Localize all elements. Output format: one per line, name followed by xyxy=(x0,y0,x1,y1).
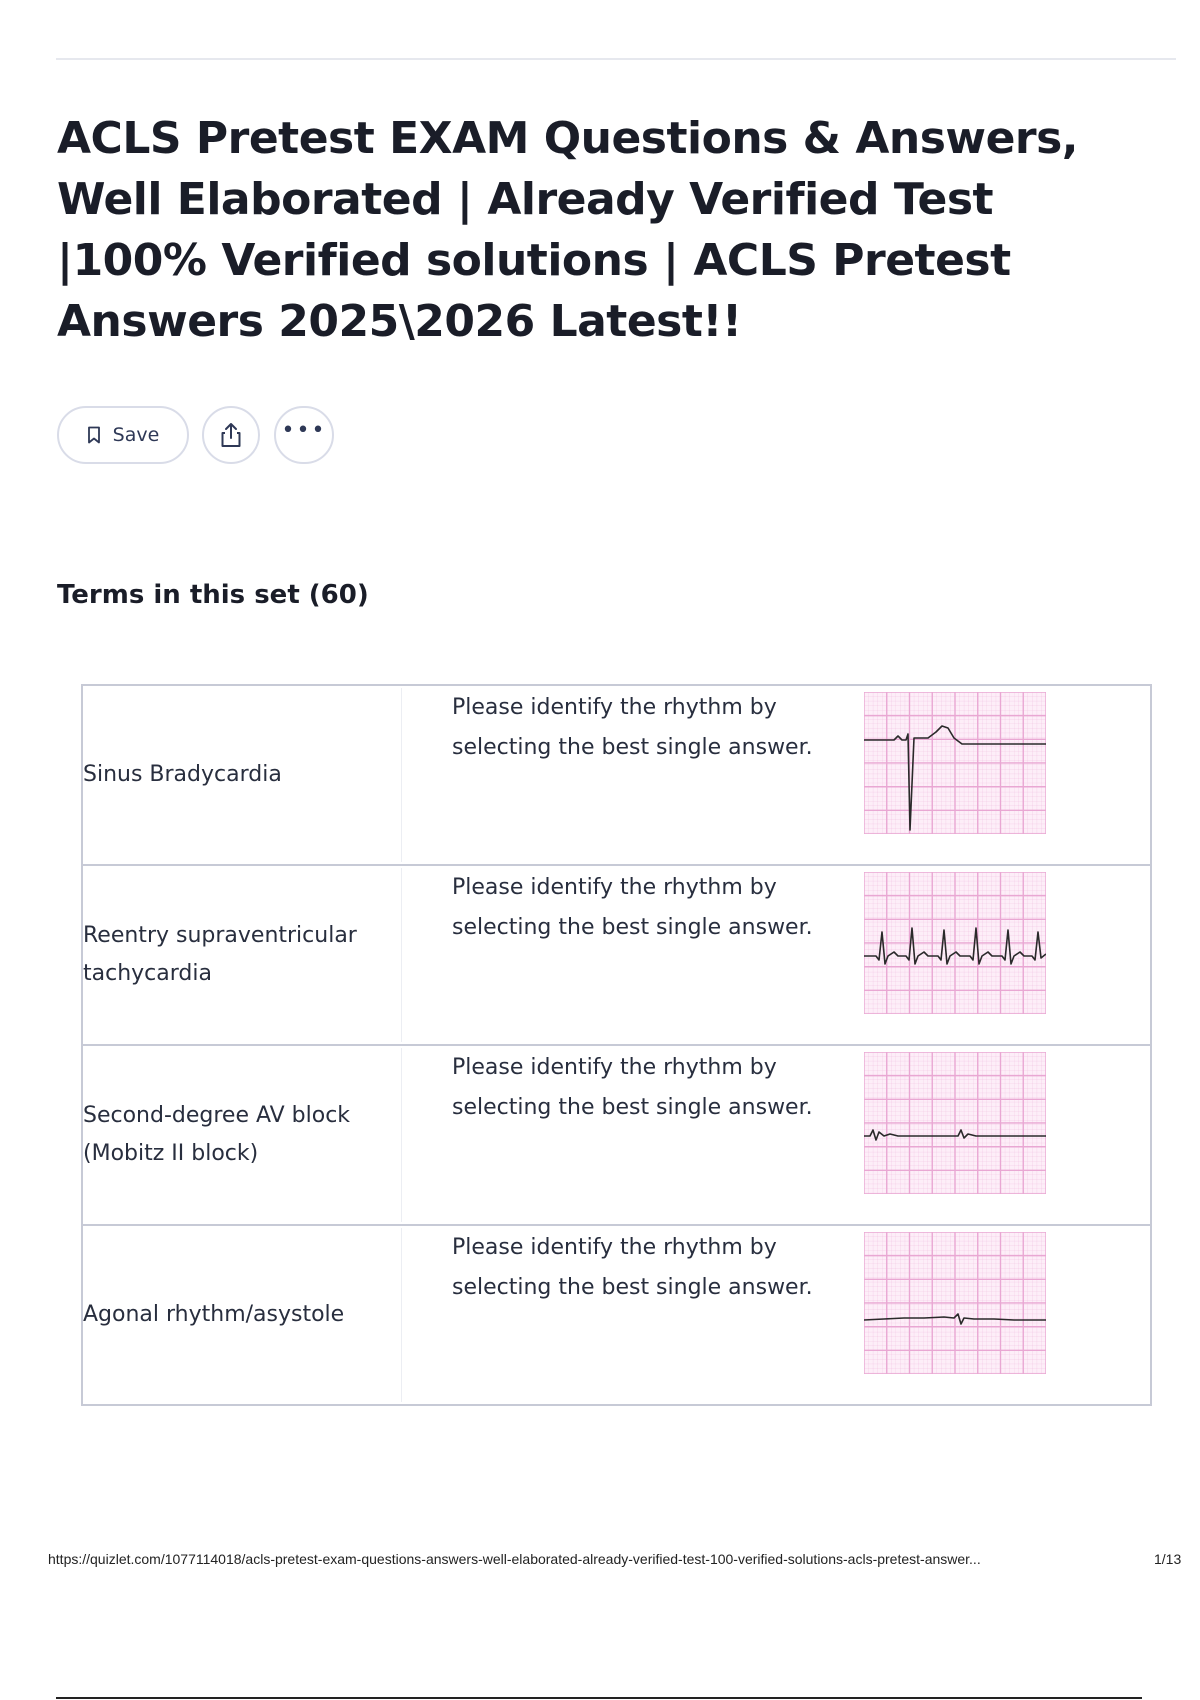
share-button[interactable] xyxy=(202,406,260,464)
column-divider xyxy=(401,1048,402,1222)
term-row xyxy=(83,866,1150,1046)
more-icon: ••• xyxy=(281,418,327,443)
definition-text: Please identify the rhythm by selecting the best single answer. xyxy=(452,875,813,940)
save-button-label: Save xyxy=(112,424,160,446)
term-row xyxy=(83,686,1150,866)
ecg-image xyxy=(864,692,1046,834)
definition-text: Please identify the rhythm by selecting the best single answer. xyxy=(452,1235,813,1300)
ecg-image xyxy=(864,872,1046,1014)
page-number: 1/13 xyxy=(1154,1551,1182,1567)
column-divider xyxy=(401,868,402,1042)
share-icon xyxy=(218,421,244,449)
terms-section-title: Terms in this set (60) xyxy=(57,580,369,610)
term-row xyxy=(83,1046,1150,1226)
page-bottom-rule xyxy=(56,1697,1142,1699)
term-text: Reentry supraventricular tachycardia xyxy=(83,923,357,986)
save-button[interactable] xyxy=(57,406,189,464)
term-text: Sinus Bradycardia xyxy=(83,762,282,787)
header-divider xyxy=(56,58,1176,60)
term-text: Agonal rhythm/asystole xyxy=(83,1302,345,1327)
print-url: https://quizlet.com/1077114018/acls-pretest-exam-questions-answers-well-elaborated-already-verified-test-100-verified-solutions-acls-pretest-answer... xyxy=(48,1551,981,1567)
ecg-image xyxy=(864,1232,1046,1374)
terms-table xyxy=(81,684,1152,1406)
term-row xyxy=(83,1226,1150,1404)
page-title: ACLS Pretest EXAM Questions & Answers, Well Elaborated | Already Verified Test |100% Verified solutions | ACLS Pretest Answers 2025\2026 Latest!! xyxy=(57,113,1079,347)
column-divider xyxy=(401,1228,402,1402)
definition-text: Please identify the rhythm by selecting the best single answer. xyxy=(452,1055,813,1120)
column-divider xyxy=(401,688,402,862)
ecg-image xyxy=(864,1052,1046,1194)
more-options-button[interactable] xyxy=(274,406,334,464)
term-text: Second-degree AV block (Mobitz II block) xyxy=(83,1103,351,1166)
bookmark-icon xyxy=(87,426,101,444)
definition-text: Please identify the rhythm by selecting the best single answer. xyxy=(452,695,813,760)
